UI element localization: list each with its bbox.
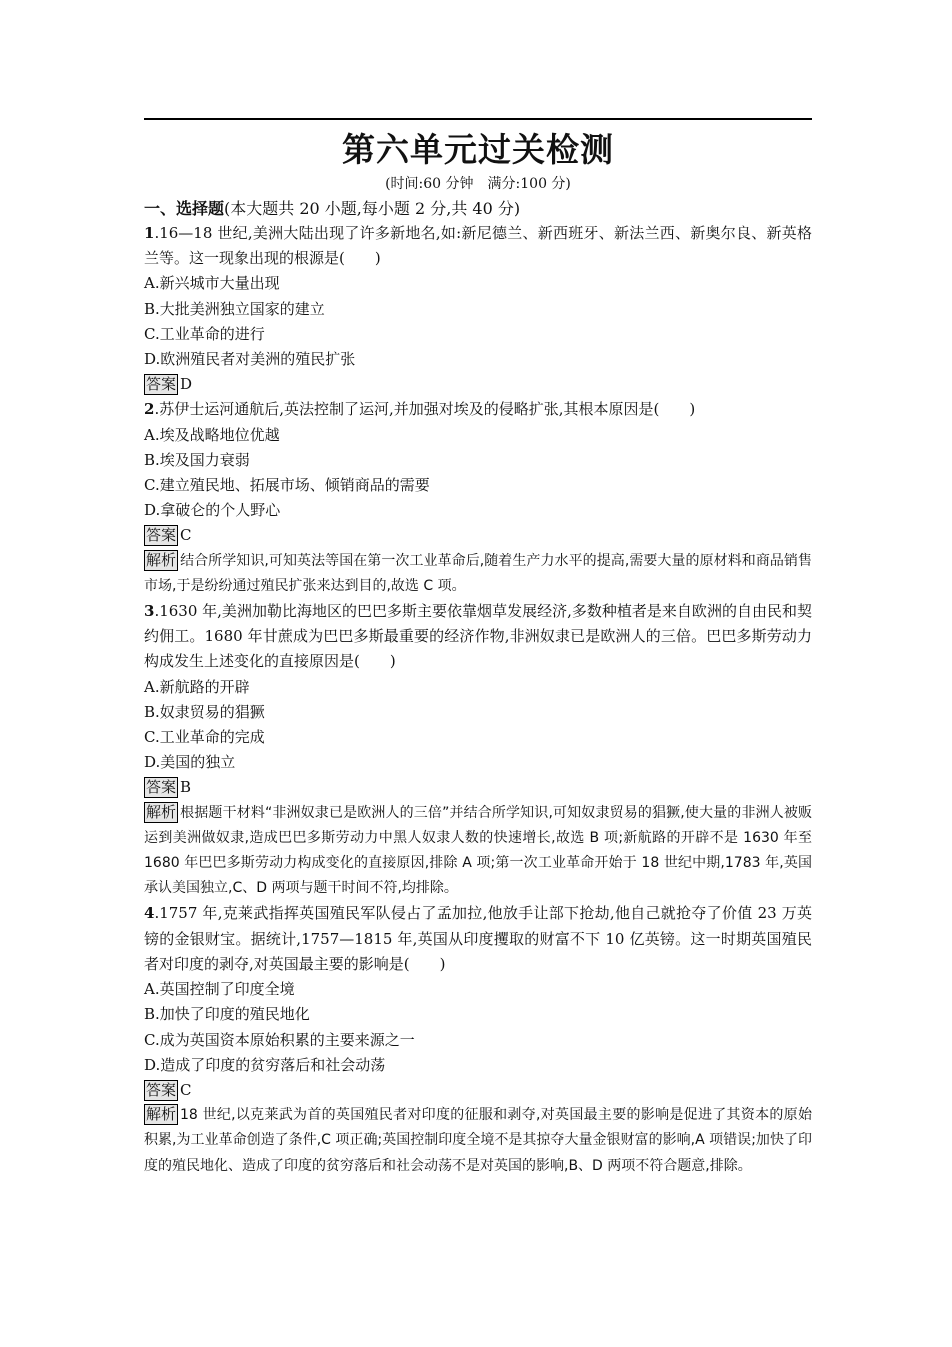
question-text: .1757 年,克莱武指挥英国殖民军队侵占了孟加拉,他放手让部下抢劫,他自己就抢夺了价值 23 万英镑的金银财宝。据统计,1757—1815 年,英国从印度攫取的财富不下 10 亿英镑。这一时期英国殖民者对印度的剥夺,对英国最主要的影响是( ) — [144, 904, 812, 973]
option-d: D.拿破仑的个人野心 — [144, 501, 281, 520]
option-d: D.欧洲殖民者对美洲的殖民扩张 — [144, 350, 356, 369]
answer-line — [144, 1078, 812, 1103]
option-d: D.美国的独立 — [144, 753, 236, 772]
option-a: A.埃及战略地位优越 — [144, 425, 280, 444]
section-heading — [144, 196, 812, 221]
question-text: .1630 年,美洲加勒比海地区的巴巴多斯主要依靠烟草发展经济,多数种植者是来自欧洲的自由民和契约佣工。1680 年甘蔗成为巴巴多斯最重要的经济作物,非洲奴隶已是欧洲人的三倍。巴巴多斯劳动力构成发生上述变化的直接原因是( ) — [144, 602, 812, 671]
question-text: .16—18 世纪,美洲大陆出现了许多新地名,如:新尼德兰、新西班牙、新法兰西、新奥尔良、新英格兰等。这一现象出现的根源是( ) — [144, 224, 812, 268]
question — [144, 221, 812, 397]
question-number: 1 — [144, 224, 155, 242]
document-page — [144, 118, 812, 1179]
answer-value: C — [180, 526, 192, 545]
analysis-text: 18 世纪,以克莱武为首的英国殖民者对印度的征服和剥夺,对英国最主要的影响是促进了其资本的原始积累,为工业革命创造了条件,C 项正确;英国控制印度全境不是其掠夺大量金银财富的影响,A 项错误;加快了印度的殖民地化、造成了印度的贫穷落后和社会动荡不是对英国的影响,B、D 两项不符合题意,排除。 — [144, 1107, 812, 1174]
option-b: B.大批美洲独立国家的建立 — [144, 299, 325, 318]
option-c: C.工业革命的进行 — [144, 324, 265, 343]
option-b: B.埃及国力衰弱 — [144, 450, 250, 469]
question-stem — [144, 901, 812, 977]
option-c: C.工业革命的完成 — [144, 728, 265, 747]
answer-value: D — [180, 375, 193, 394]
answer-line — [144, 372, 812, 397]
question-text: .苏伊士运河通航后,英法控制了运河,并加强对埃及的侵略扩张,其根本原因是( ) — [154, 400, 696, 419]
analysis-text: 结合所学知识,可知英法等国在第一次工业革命后,随着生产力水平的提高,需要大量的原材料和商品销售市场,于是纷纷通过殖民扩张来达到目的,故选 C 项。 — [144, 552, 812, 594]
answer-value: C — [180, 1080, 192, 1099]
answer-tag: 答案 — [146, 1080, 177, 1099]
option-b: B.奴隶贸易的猖獗 — [144, 702, 265, 721]
option-c: C.建立殖民地、拓展市场、倾销商品的需要 — [144, 476, 430, 495]
answer-line — [144, 775, 812, 800]
analysis-tag: 解析 — [146, 550, 177, 569]
answer-tag: 答案 — [146, 375, 177, 394]
answer-value: B — [180, 778, 192, 797]
question — [144, 397, 812, 599]
analysis-block — [144, 549, 812, 599]
section-title: 一、选择题 — [144, 199, 225, 218]
question-stem — [144, 599, 812, 675]
exam-info: (时间:60 分钟 满分:100 分) — [385, 176, 571, 192]
question-stem — [144, 221, 812, 271]
question-number: 4 — [144, 904, 155, 923]
analysis-tag: 解析 — [146, 1105, 177, 1124]
question-number: 2 — [144, 400, 155, 419]
option-d: D.造成了印度的贫穷落后和社会动荡 — [144, 1055, 386, 1074]
analysis-tag: 解析 — [146, 802, 177, 821]
answer-line — [144, 523, 812, 548]
analysis-block — [144, 1103, 812, 1179]
option-a: A.新兴城市大量出现 — [144, 274, 280, 293]
top-rule — [144, 118, 812, 120]
option-b: B.加快了印度的殖民地化 — [144, 1005, 310, 1024]
option-a: A.新航路的开辟 — [144, 677, 250, 696]
question — [144, 599, 812, 901]
question — [144, 901, 812, 1178]
page-title: 第六单元过关检测 — [342, 130, 614, 169]
analysis-block — [144, 801, 812, 902]
answer-tag: 答案 — [146, 778, 177, 797]
question-number: 3 — [144, 602, 155, 621]
section-note: (本大题共 20 小题,每小题 2 分,共 40 分) — [224, 199, 521, 218]
analysis-text: 根据题干材料“非洲奴隶已是欧洲人的三倍”并结合所学知识,可知奴隶贸易的猖獗,使大量的非洲人被贩运到美洲做奴隶,造成巴巴多斯劳动力中黑人奴隶人数的快速增长,故选 B 项;新航路的开辟不是 1630 年至 1680 年巴巴多斯劳动力构成变化的直接原因,排除 A 项;第一次工业革命开始于 18 世纪中期,1783 年,英国承认美国独立,C、D 两项与题干时间不符,均排除。 — [144, 804, 812, 897]
option-a: A.英国控制了印度全境 — [144, 980, 295, 999]
option-c: C.成为英国资本原始积累的主要来源之一 — [144, 1030, 415, 1049]
answer-tag: 答案 — [146, 526, 177, 545]
question-stem — [144, 397, 812, 422]
